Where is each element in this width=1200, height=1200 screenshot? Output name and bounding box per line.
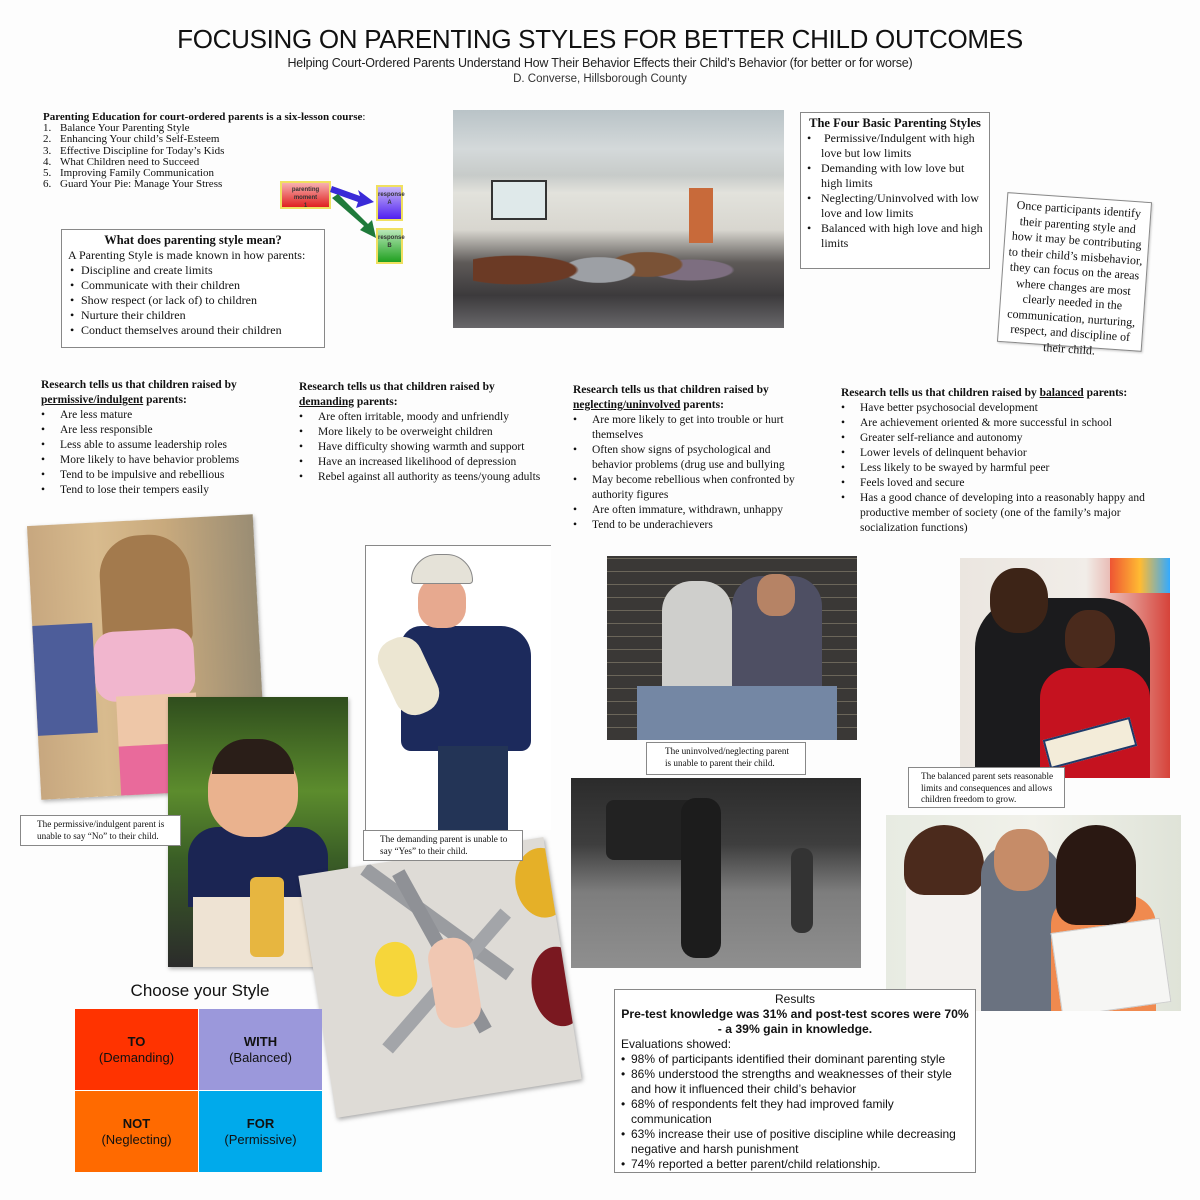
style-cell-for: FOR (Permissive) <box>199 1091 322 1172</box>
caption-balanced: The balanced parent sets reasonable limits and consequences and allows children freedom to grow. <box>908 767 1065 808</box>
list-item: • Nurture their children <box>68 308 318 323</box>
research-balanced <box>841 386 1181 536</box>
choose-style-grid <box>75 1009 322 1172</box>
list-item: • Conduct themselves around their children <box>68 323 318 338</box>
once-participants-note: Once participants identify their parenting style and how it may be contributing to their child’s misbehavior, they can focus on the areas where changes are most clearly needed in the communication, nurturing, respect, and discipline of their child. <box>997 192 1152 352</box>
list-item: • Show respect (or lack of) to children <box>68 293 318 308</box>
list-item: • Demanding with low love but high limits <box>807 161 983 191</box>
list-item: • Lower levels of delinquent behavior <box>841 446 1181 461</box>
lessons-heading: Parenting Education for court-ordered parents is a six-lesson course: <box>43 111 366 123</box>
response-a-box: response A <box>376 185 403 221</box>
list-item: • More likely to be overweight children <box>299 425 544 440</box>
list-item: • Tend to be impulsive and rebellious <box>41 468 276 483</box>
street-walking-photo <box>571 778 861 968</box>
list-item: • More likely to have behavior problems <box>41 453 276 468</box>
parenting-style-definition-box <box>61 229 325 348</box>
list-item: • Have better psychosocial development <box>841 401 1181 416</box>
style-cell-to: TO (Demanding) <box>75 1009 198 1090</box>
caption-neglecting: The uninvolved/neglecting parent is unable to parent their child. <box>646 742 806 775</box>
list-item: • Feels loved and secure <box>841 476 1181 491</box>
audience <box>473 215 753 325</box>
research-list <box>573 413 813 533</box>
list-item: • Neglecting/Uninvolved with low love and low limits <box>807 191 983 221</box>
style-cell-not: NOT (Neglecting) <box>75 1091 198 1172</box>
poster-subtitle: Helping Court-Ordered Parents Understand How Their Behavior Effects their Child’s Behavior (for better or for worse) <box>287 56 913 70</box>
definition-heading: What does parenting style mean? <box>104 233 282 247</box>
lesson-item: 5. Improving Family Communication <box>43 167 214 180</box>
father-son-reading-photo <box>960 558 1170 778</box>
list-item: • Have difficulty showing warmth and support <box>299 440 544 455</box>
list-item: • Often show signs of psychological and behavior problems (drug use and bullying <box>573 443 813 473</box>
teens-drinking-photo <box>607 556 857 740</box>
research-neglecting <box>573 383 813 533</box>
definition-list <box>68 263 318 338</box>
list-item: • Greater self-reliance and autonomy <box>841 431 1181 446</box>
list-item: • Have an increased likelihood of depression <box>299 455 544 470</box>
results-box <box>614 989 976 1173</box>
list-item: • Discipline and create limits <box>68 263 318 278</box>
research-heading: Research tells us that children raised by balanced parents: <box>841 387 1128 399</box>
evaluations-list <box>621 1052 969 1172</box>
yelling-man-photo <box>365 545 551 830</box>
lesson-item: 4. What Children need to Succeed <box>43 155 200 168</box>
list-item: • Tend to lose their tempers easily <box>41 483 276 498</box>
lesson-item: 2. Enhancing Your child’s Self-Esteem <box>43 133 220 146</box>
research-heading: Research tells us that children raised by neglecting/uninvolved parents: <box>573 384 769 411</box>
classroom-photo <box>453 110 784 328</box>
list-item: • 68% of respondents felt they had improved family communication <box>621 1097 969 1127</box>
style-cell-with: WITH (Balanced) <box>199 1009 322 1090</box>
four-styles-list <box>807 131 983 251</box>
list-item: • Are often irritable, moody and unfriendly <box>299 410 544 425</box>
flow-arrows-icon <box>330 180 380 240</box>
list-item: • Are less mature <box>41 408 276 423</box>
list-item: • 86% understood the strengths and weaknesses of their style and how it influenced their child’s behavior <box>621 1067 969 1097</box>
lesson-item: 6. Guard Your Pie: Manage Your Stress <box>43 178 223 191</box>
choose-style-title: Choose your Style <box>130 981 270 1000</box>
research-list <box>41 408 276 498</box>
list-item: • 74% reported a better parent/child relationship. <box>621 1157 969 1172</box>
list-item: • Tend to be underachievers <box>573 518 813 533</box>
research-heading: Research tells us that children raised by demanding parents: <box>299 381 495 408</box>
projector-screen <box>491 180 547 220</box>
lesson-item: 1. Balance Your Parenting Style <box>43 122 190 135</box>
caption-permissive: The permissive/indulgent parent is unable to say “No” to their child. <box>20 815 181 846</box>
list-item: • Less able to assume leadership roles <box>41 438 276 453</box>
lesson-item: 3. Effective Discipline for Today’s Kids <box>43 144 225 157</box>
list-item: • Communicate with their children <box>68 278 318 293</box>
research-demanding <box>299 380 544 485</box>
poster-title: FOCUSING ON PARENTING STYLES FOR BETTER CHILD OUTCOMES <box>177 24 1023 54</box>
four-styles-box <box>800 112 990 269</box>
list-item: • Are more likely to get into trouble or hurt themselves <box>573 413 813 443</box>
list-item: • 63% increase their use of positive discipline while decreasing negative and harsh punishment <box>621 1127 969 1157</box>
family-laptop-photo <box>886 815 1181 1011</box>
list-item: • Rebel against all authority as teens/young adults <box>299 470 544 485</box>
research-heading: Research tells us that children raised by permissive/indulgent parents: <box>41 379 237 406</box>
list-item: • Permissive/Indulgent with high love but low limits <box>807 131 983 161</box>
taped-baby-photo <box>298 837 581 1118</box>
definition-intro: A Parenting Style is made known in how parents: <box>68 248 306 262</box>
list-item: • May become rebellious when confronted by authority figures <box>573 473 813 503</box>
lessons-section <box>43 112 403 190</box>
results-summary: Pre-test knowledge was 31% and post-test scores were 70% - a 39% gain in knowledge. <box>621 1007 969 1036</box>
list-item: • Are achievement oriented & more successful in school <box>841 416 1181 431</box>
research-permissive <box>41 378 276 498</box>
parenting-moment-box: parenting moment 1 <box>280 181 331 209</box>
caption-demanding: The demanding parent is unable to say “Yes” to their child. <box>363 830 523 861</box>
list-item: • 98% of participants identified their dominant parenting style <box>621 1052 969 1067</box>
research-list <box>299 410 544 485</box>
response-b-box: response B <box>376 228 403 264</box>
poster-author: D. Converse, Hillsborough County <box>513 73 687 85</box>
list-item: • Less likely to be swayed by harmful peer <box>841 461 1181 476</box>
list-item: • Are less responsible <box>41 423 276 438</box>
list-item: • Balanced with high love and high limits <box>807 221 983 251</box>
results-heading: Results <box>774 992 815 1006</box>
evaluations-intro: Evaluations showed: <box>621 1037 732 1051</box>
list-item: • Are often immature, withdrawn, unhappy <box>573 503 813 518</box>
research-list <box>841 401 1181 536</box>
four-styles-heading: The Four Basic Parenting Styles <box>809 116 981 130</box>
list-item: • Has a good chance of developing into a reasonably happy and productive member of society (one of the family’s major socialization functions) <box>841 491 1181 536</box>
